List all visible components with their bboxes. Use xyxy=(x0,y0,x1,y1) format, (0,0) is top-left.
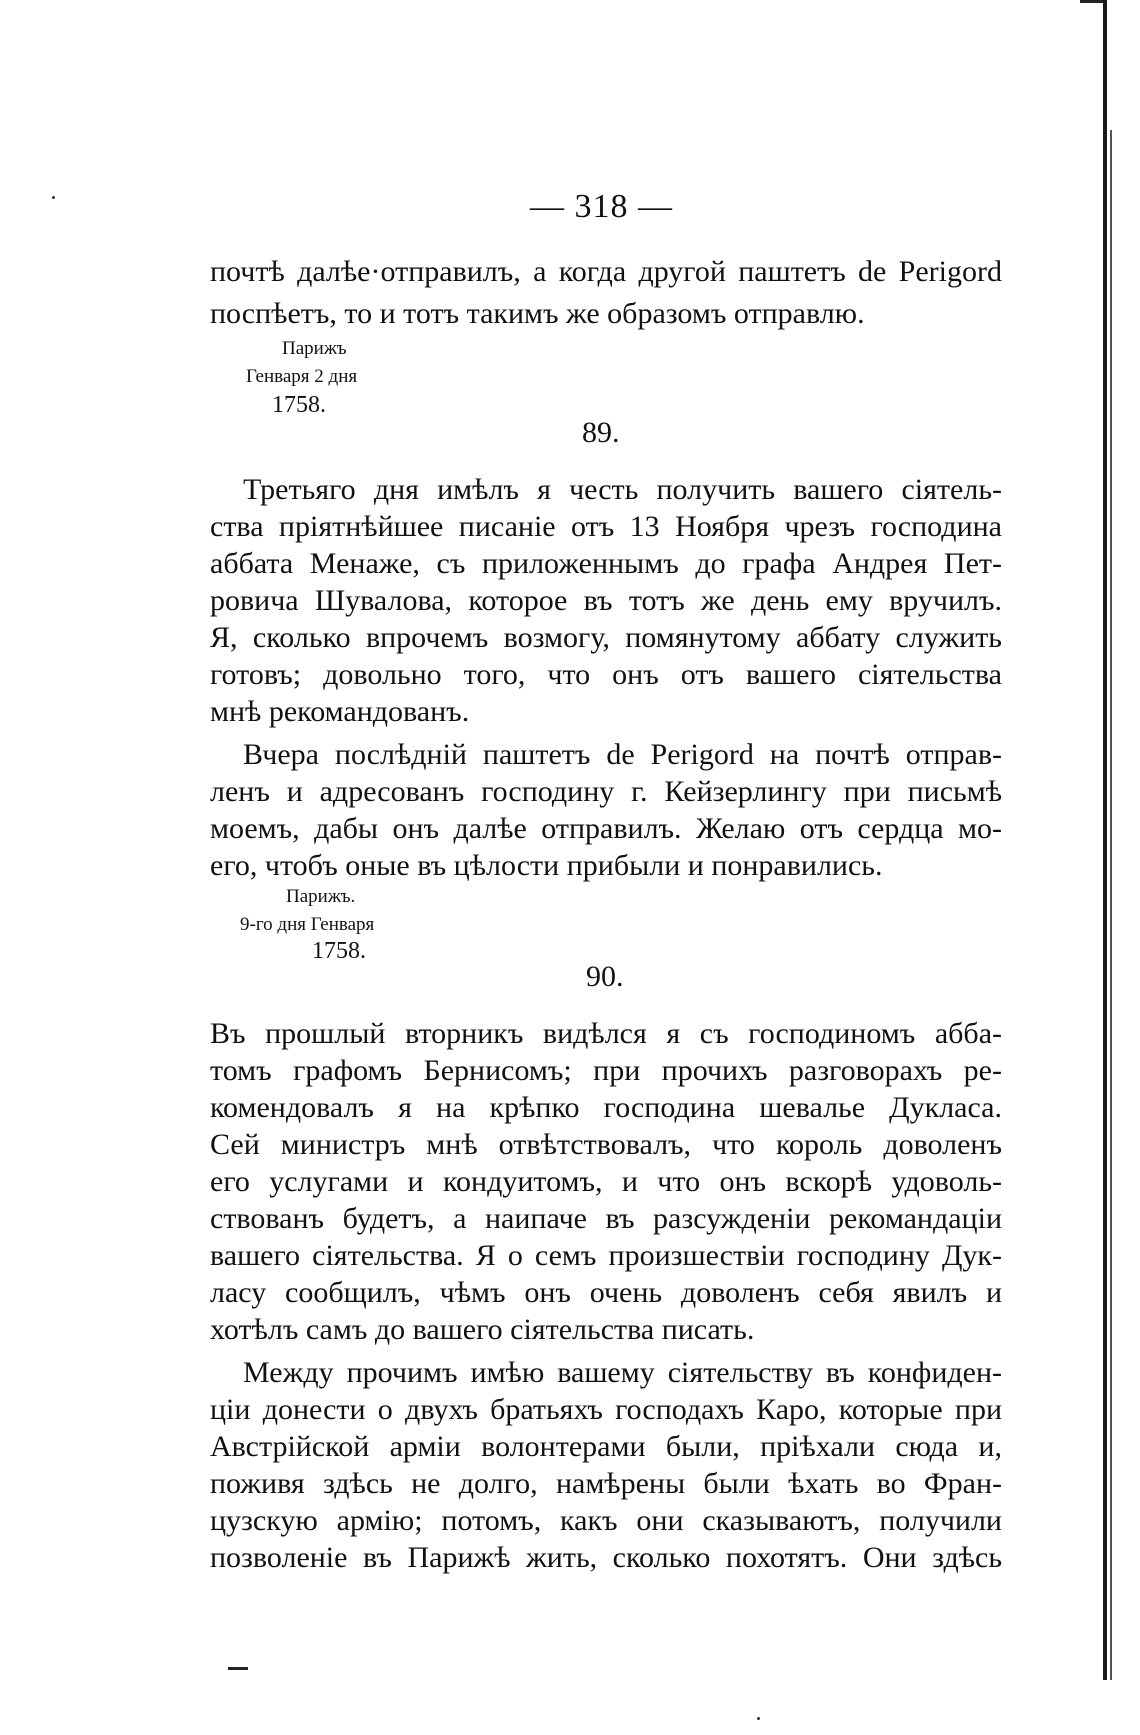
scan-mark xyxy=(228,1667,248,1670)
letter-number: 89. xyxy=(582,416,620,449)
text-line: Австрійской арміи волонтерами были, пріѣхали сюда и, xyxy=(210,1430,1002,1463)
text-line: ленъ и адресованъ господину г. Кейзерлингу при письмѣ xyxy=(210,775,1002,808)
scan-edge-shadow xyxy=(1110,130,1112,1680)
page-number: — 318 — xyxy=(530,188,673,225)
text-line: ства пріятнѣйшее писаніе отъ 13 Ноября чрезъ господина xyxy=(210,510,1002,543)
text-line: моемъ, дабы онъ далѣе отправилъ. Желаю отъ сердца мо- xyxy=(210,812,1002,845)
text-line: вашего сіятельства. Я о семъ произшествіи господину Дук- xyxy=(210,1239,1002,1272)
dateline-city: Парижъ. xyxy=(286,886,356,907)
text-line: Третьяго дня имѣлъ я честь получить вашего сіятель- xyxy=(243,473,1002,506)
text-line: Между прочимъ имѣю вашему сіятельству въ конфиден- xyxy=(243,1356,1002,1389)
text-line: ствованъ будетъ, а наипаче въ разсужденіи рекомандаціи xyxy=(210,1202,1002,1235)
text-line: Въ прошлый вторникъ видѣлся я съ господиномъ абба- xyxy=(210,1017,1002,1050)
text-line: ціи донести о двухъ братьяхъ господахъ Каро, которые при xyxy=(210,1393,1002,1426)
text-line: Сей министръ мнѣ отвѣтствовалъ, что король доволенъ xyxy=(210,1128,1002,1161)
text-line: позволеніе въ Парижѣ жить, сколько похотятъ. Они здѣсь xyxy=(210,1541,1002,1574)
text-line: его услугами и кондуитомъ, и что онъ вскорѣ удоволь- xyxy=(210,1165,1002,1198)
text-line: ровича Шувалова, которое въ тотъ же день ему вручилъ. xyxy=(210,584,1002,617)
dateline-year: 1758. xyxy=(312,938,366,964)
text-line: почтѣ далѣе·отправилъ, а когда другой паштетъ de Perigord xyxy=(210,255,1002,288)
dateline-date: Генваря 2 дня xyxy=(246,366,358,387)
text-line: комендовалъ я на крѣпко господина шевалье Дукласа. xyxy=(210,1091,1002,1124)
dateline-year: 1758. xyxy=(272,392,326,418)
text-line: Вчера послѣдній паштетъ de Perigord на почтѣ отправ- xyxy=(243,738,1002,771)
text-line: готовъ; довольно того, что онъ отъ вашего сіятельства xyxy=(210,658,1002,691)
text-line: поживя здѣсь не долго, намѣрены были ѣхать во Фран- xyxy=(210,1467,1002,1500)
text-line: томъ графомъ Бернисомъ; при прочихъ разговорахъ ре- xyxy=(210,1054,1002,1087)
text-line: Я, сколько впрочемъ возмогу, помянутому аббату служить xyxy=(210,621,1002,654)
text-line: ласу сообщилъ, чѣмъ онъ очень доволенъ себя явилъ и xyxy=(210,1276,1002,1309)
text-line: поспѣетъ, то и тотъ такимъ же образомъ отправлю. xyxy=(210,297,865,330)
dateline-city: Парижъ xyxy=(282,338,347,359)
text-line: его, чтобъ оные въ цѣлости прибыли и понравились. xyxy=(210,849,883,882)
text-line: мнѣ рекомандованъ. xyxy=(210,695,470,728)
text-line: хотѣлъ самъ до вашего сіятельства писать. xyxy=(210,1313,755,1346)
text-line: аббата Менаже, съ приложеннымъ до графа Андрея Пет- xyxy=(210,547,1002,580)
letter-number: 90. xyxy=(586,960,624,993)
scan-speck xyxy=(52,196,55,199)
scan-speck xyxy=(757,1717,760,1720)
dateline-date: 9-го дня Генваря xyxy=(240,914,375,935)
scan-edge xyxy=(1103,0,1107,1680)
text-line: цузскую армію; потомъ, какъ они сказываютъ, получили xyxy=(210,1504,1002,1537)
